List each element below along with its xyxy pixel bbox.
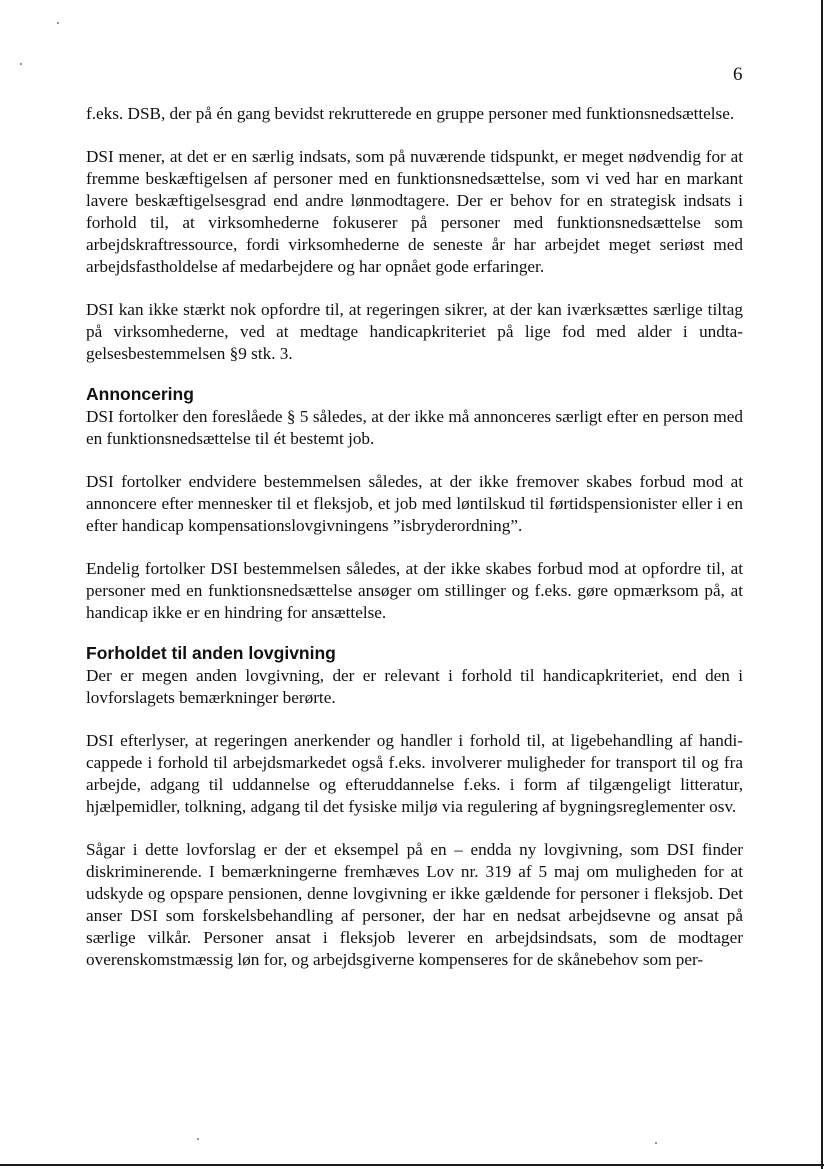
paragraph-lovgivning-3: Sågar i dette lovforslag er der et eksempel på en – endda ny lovgivning, som DSI finder diskriminerende. I bemærkningerne fremhæves Lov nr. 319 af 5 maj om muligheden for at udskyde og opspare pensionen, denne lovgivning er ikke gældende for personer i fleksjob. Det anser DSI som forskelsbehandling af personer, der har en nedsat arbejdsevne og ansat på særlige vilkår. Personer ansat i fleksjob leverer en arbejdsindsats, som de modtager overenskomstmæssig løn for, og arbejdsgiverne kompenseres for de skånebehov som per- bbox=[86, 840, 743, 969]
paragraph-annoncering-3: Endelig fortolker DSI bestemmelsen således, at der ikke skabes forbud mod at opfordre til, at personer med en funktionsnedsættelse ansøger om stillinger og f.eks. gøre opmærksom på, at handicap ikke er en hindring for ansættelse. bbox=[86, 559, 743, 622]
paragraph-annoncering-2: DSI fortolker endvidere bestemmelsen således, at der ikke fremover skabes forbud mod at annoncere efter mennesker til et fleksjob, et job med løntilskud til førtidspensionister eller i en efter handicap kompensationslovgivningens ”isbryderordning”. bbox=[86, 472, 743, 535]
section-heading-annoncering: Annoncering bbox=[86, 384, 194, 404]
scan-speck bbox=[57, 22, 59, 24]
scan-speck bbox=[20, 63, 22, 65]
scan-speck bbox=[197, 1138, 199, 1140]
section-heading-anden-lovgivning: Forholdet til anden lovgivning bbox=[86, 643, 336, 663]
paragraph-opfordre: DSI kan ikke stærkt nok opfordre til, at regeringen sikrer, at der kan iværksættes særlige tiltag på virksomhederne, ved at medtage handicapkriteriet på lige fod med alder i undtagelsesbestemmelsen §9 stk. 3. bbox=[86, 300, 743, 363]
paragraph-lovgivning-2: DSI efterlyser, at regeringen anerkender og handler i forhold til, at ligebehandling af handicappede i forhold til arbejdsmarkedet også f.eks. involverer muligheder for transport til og fra arbejde, adgang til uddannelse og efteruddannelse f.eks. i form af tilgængeligt litteratur, hjælpemidler, tolkning, adgang til det fysiske miljø via regulering af bygningsreglementer osv. bbox=[86, 731, 743, 816]
scan-border-right bbox=[821, 0, 823, 1169]
paragraph-intro: f.eks. DSB, der på én gang bevidst rekrutterede en gruppe personer med funktionsnedsættelse. bbox=[86, 104, 735, 123]
paragraph-saerlig-indsats: DSI mener, at det er en særlig indsats, som på nuværende tidspunkt, er meget nødvendig for at fremme beskæftigelsen af personer med en funktionsnedsættelse, som vi ved har en markant lavere beskæftigelsesgrad end andre lønmodtagere. Der er behov for en strategisk indsats i forhold til, at virksomhederne fokuserer på personer med funktionsnedsættelse som arbejdskraftressource, fordi virksomhederne de seneste år har arbejdet meget seriøst med arbejdsfastholdelse af medarbejdere og har opnået gode erfaringer. bbox=[86, 147, 743, 276]
paragraph-annoncering-1: DSI fortolker den foreslåede § 5 således, at der ikke må annonceres særligt efter en person med en funktionsnedsættelse til ét bestemt job. bbox=[86, 407, 743, 448]
document-body bbox=[86, 103, 743, 992]
scan-speck bbox=[655, 1142, 657, 1144]
scan-border-bottom bbox=[0, 1164, 824, 1166]
paragraph-lovgivning-1: Der er megen anden lovgivning, der er relevant i forhold til handicapkriteriet, end den i lovforslagets bemærkninger berørte. bbox=[86, 666, 743, 707]
page-number: 6 bbox=[733, 64, 743, 85]
